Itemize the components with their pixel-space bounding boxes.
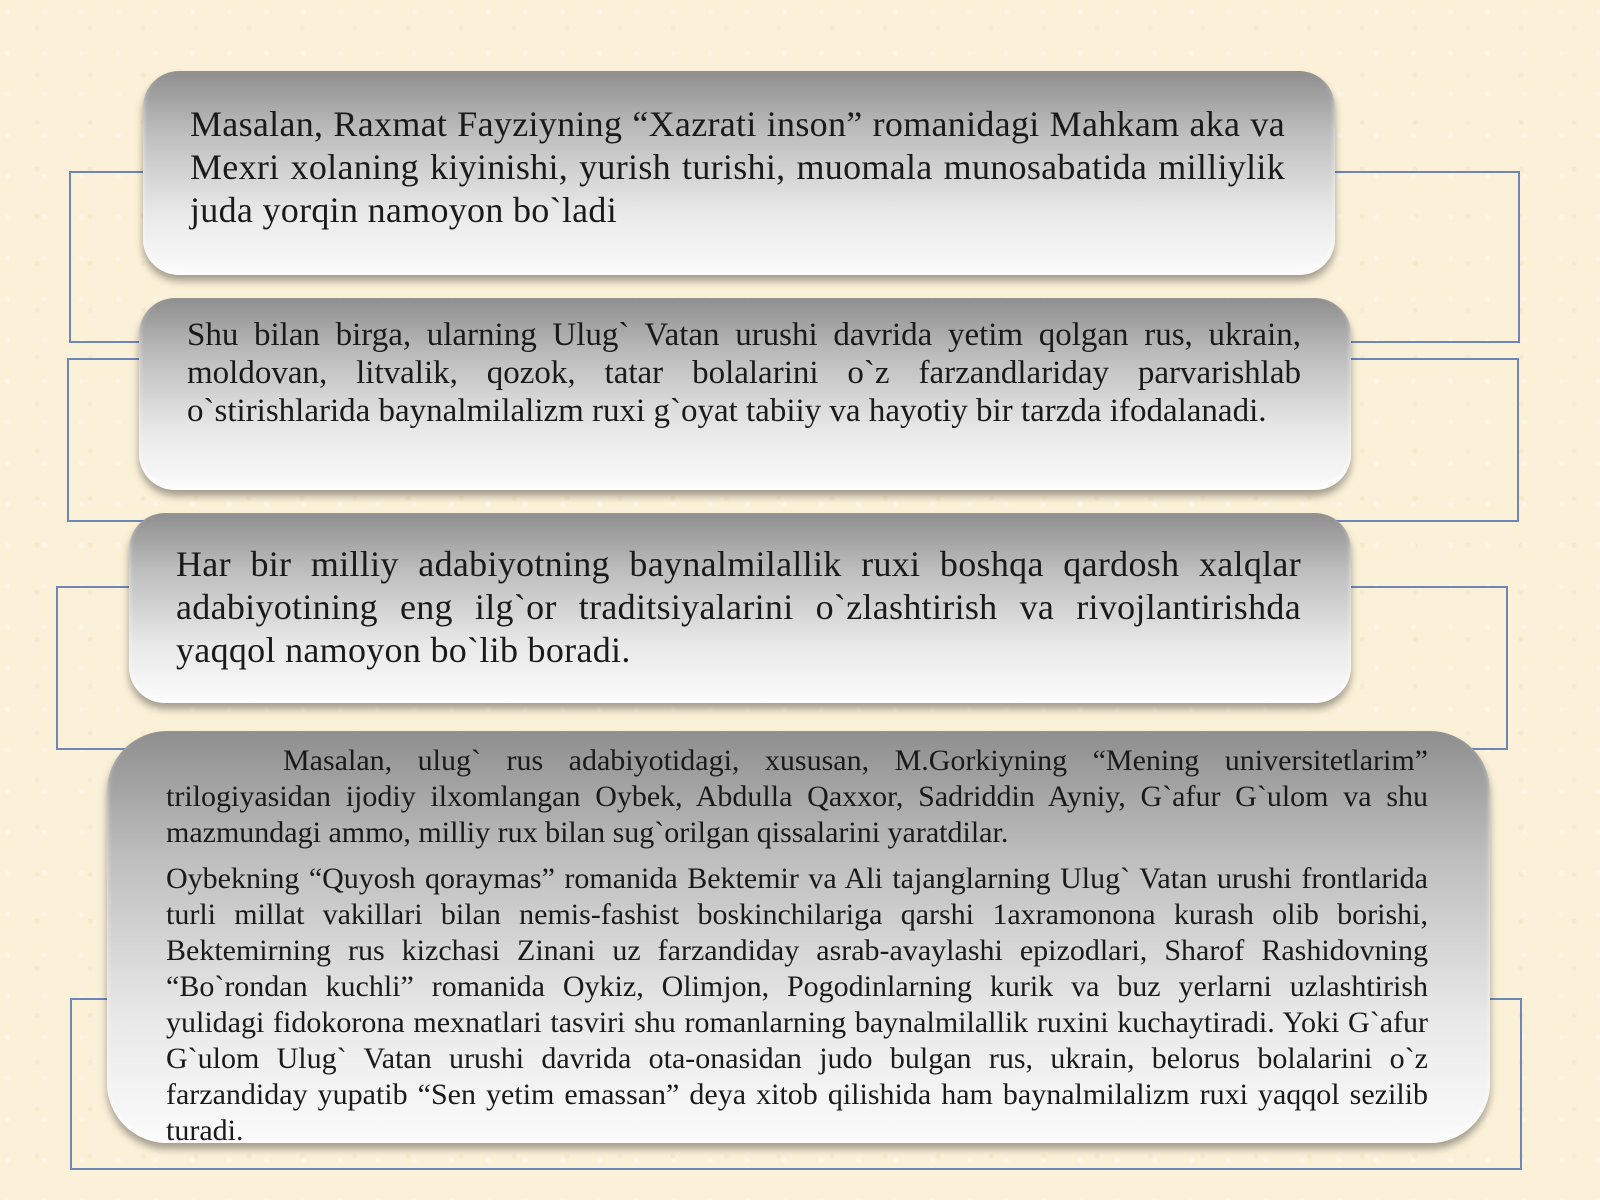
text-block-4 <box>107 731 1490 1147</box>
text-block-1 <box>143 71 1335 275</box>
text-block-1-paragraph: Masalan, Raxmat Fayziyning “Xazrati inson” romanidagi Mahkam aka va Mexri xolaning kiyinishi, yurish turishi, muomala munosabatida milliylik juda yorqin namoyon bo`ladi <box>190 104 1285 230</box>
text-block-4-paragraph-1: Masalan, ulug` rus adabiyotidagi, xususan, M.Gorkiyning “Mening universitetlarim” trilogiyasidan ijodiy ilxomlangan Oybek, Abdulla Qaxxor, Sadriddin Ayniy, G`afur G`ulom va shu mazmundagi ammo, milliy rux bilan sug`orilgan qissalarini yaratdilar. <box>166 744 1428 849</box>
text-block-3-paragraph: Har bir milliy adabiyotning baynalmilallik ruxi boshqa qardosh xalqlar adabiyotining eng ilg`or traditsiyalarini o`zlashtirish va rivojlantirishda yaqqol namoyon bo`lib boradi. <box>176 544 1301 670</box>
text-block-4-paragraph-2: Oybekning “Quyosh qoraymas” romanida Bektemir va Ali tajanglarning Ulug` Vatan urushi frontlarida turli millat vakillari bilan nemis-fashist boskinchilariga qarshi 1axramonona kurash olib borishi, Bektemirning rus kizchasi Zinani uz farzandiday asrab-avaylashi epizodlari, Sharof Rashidovning “Bo`rondan kuchli” romanida Oykiz, Olimjon, Pogodinlarning kurik va buz yerlarni uzlashtirish yulidagi fidokorona mexnatlari tasviri shu romanlarning baynalmilallik ruxini kuchaytiradi. Yoki G`afur G`ulom Ulug` Vatan urushi davrida ota-onasidan judo bulgan rus, ukrain, belorus bolalarini o`z farzandiday yupatib “Sen yetim emassan” deya xitob qilishida ham baynalmilalizm ruxi yaqqol sezilib turadi. <box>166 862 1428 1147</box>
text-block-2-paragraph: Shu bilan birga, ularning Ulug` Vatan urushi davrida yetim qolgan rus, ukrain, moldovan, litvalik, qozok, tatar bolalarini o`z farzandlariday parvarishlab o`stirishlarida baynalmilalizm ruxi g`oyat tabiiy va hayotiy bir tarzda ifodalanadi. <box>187 317 1301 429</box>
text-block-3 <box>129 513 1351 703</box>
text-block-2 <box>139 298 1351 490</box>
